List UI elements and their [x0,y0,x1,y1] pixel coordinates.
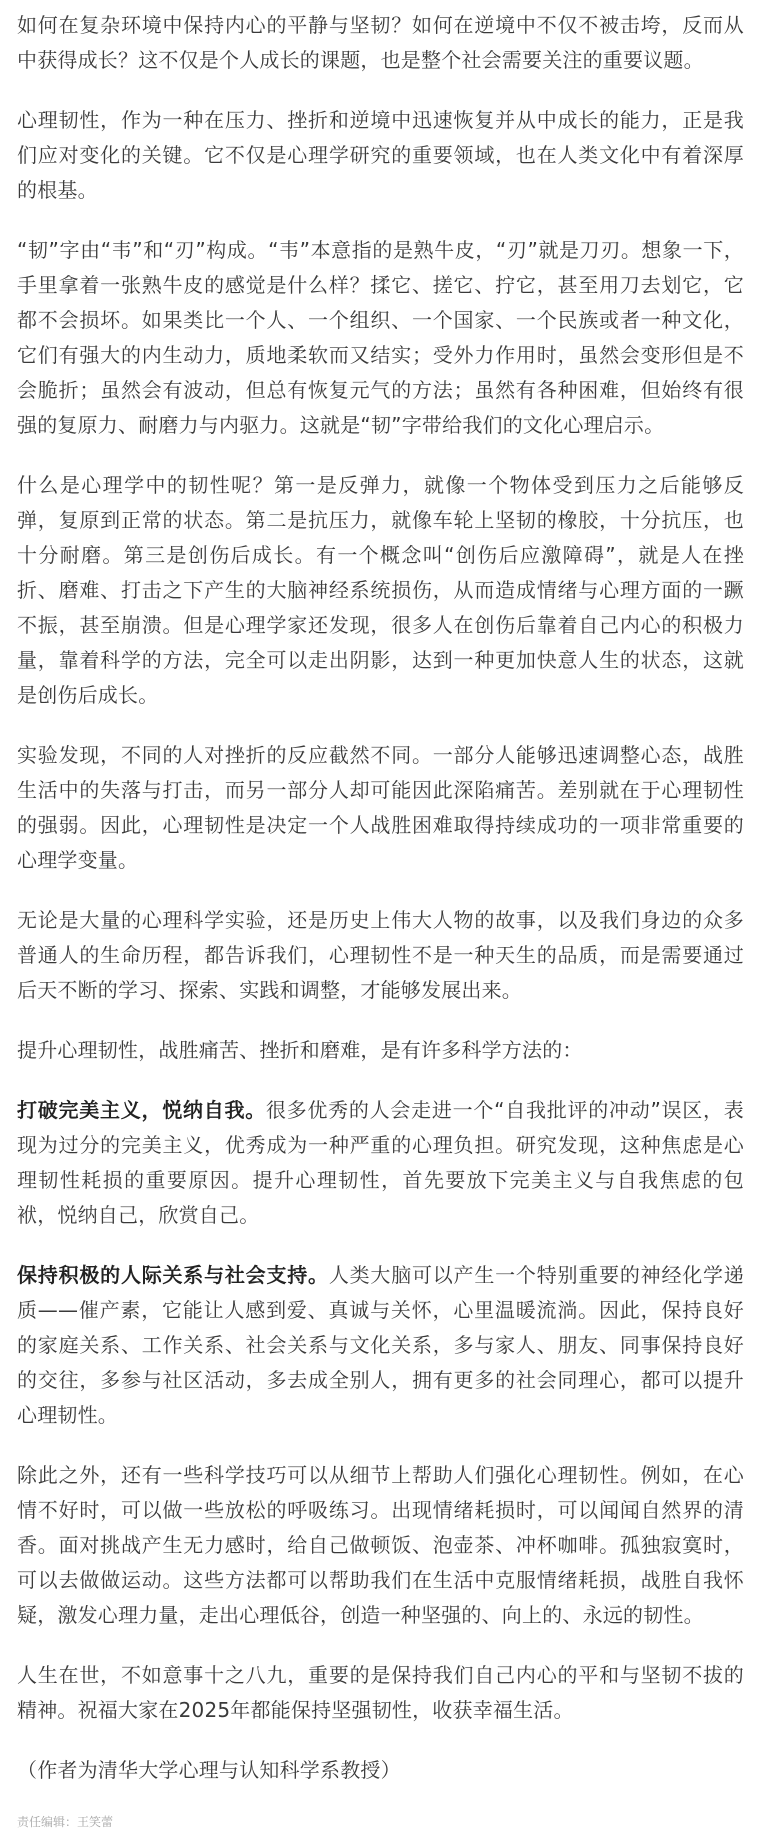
article-paragraph: 心理韧性，作为一种在压力、挫折和逆境中迅速恢复并从中成长的能力，正是我们应对变化的关键。它不仅是心理学研究的重要领域，也在人类文化中有着深厚的根基。 [17,108,744,202]
article-paragraph: 无论是大量的心理科学实验，还是历史上伟大人物的故事，以及我们身边的众多普通人的生命历程，都告诉我们，心理韧性不是一种天生的品质，而是需要通过后天不断的学习、探索、实践和调整，才能够发展出来。 [17,908,744,1002]
article-paragraph [17,1258,744,1433]
paragraph-text: 很多优秀的人会走进一个“自我批评的冲动”误区，表现为过分的完美主义，优秀成为一种严重的心理负担。研究发现，这种焦虑是心理韧性耗损的重要原因。提升心理韧性，首先要放下完美主义与自我焦虑的包袱，悦纳自己，欣赏自己。 [17,1098,744,1227]
paragraph-lead-heading: 保持积极的人际关系与社会支持。 [17,1263,329,1287]
article-paragraph: 除此之外，还有一些科学技巧可以从细节上帮助人们强化心理韧性。例如，在心情不好时，可以做一些放松的呼吸练习。出现情绪耗损时，可以闻闻自然界的清香。面对挑战产生无力感时，给自己做顿饭、泡壶茶、冲杯咖啡。孤独寂寞时，可以去做做运动。这些方法都可以帮助我们在生活中克服情绪耗损，战胜自我怀疑，激发心理力量，走出心理低谷，创造一种坚强的、向上的、永远的韧性。 [17,1463,744,1627]
article-paragraph: 提升心理韧性，战胜痛苦、挫折和磨难，是有许多科学方法的： [17,1038,583,1062]
article-body [17,8,744,1831]
article-paragraph: 实验发现，不同的人对挫折的反应截然不同。一部分人能够迅速调整心态，战胜生活中的失落与打击，而另一部分人却可能因此深陷痛苦。差别就在于心理韧性的强弱。因此，心理韧性是决定一个人战胜困难取得持续成功的一项非常重要的心理学变量。 [17,743,744,872]
responsible-editor: 责任编辑：王笑蕾 [17,1815,114,1829]
paragraph-text: 人类大脑可以产生一个特别重要的神经化学递质——催产素，它能让人感到爱、真诚与关怀，心里温暖流淌。因此，保持良好的家庭关系、工作关系、社会关系与文化关系，多与家人、朋友、同事保持良好的交往，多参与社区活动，多去成全别人，拥有更多的社会同理心，都可以提升心理韧性。 [17,1263,745,1427]
author-note: （作者为清华大学心理与认知科学系教授） [17,1758,401,1782]
article-paragraph: “韧”字由“韦”和“刃”构成。“韦”本意指的是熟牛皮，“刃”就是刀刃。想象一下，手里拿着一张熟牛皮的感觉是什么样？揉它、搓它、拧它，甚至用刀去划它，它都不会损坏。如果类比一个人、一个组织、一个国家、一个民族或者一种文化，它们有强大的内生动力，质地柔软而又结实；受外力作用时，虽然会变形但是不会脆折；虽然会有波动，但总有恢复元气的方法；虽然有各种困难，但始终有很强的复原力、耐磨力与内驱力。这就是“韧”字带给我们的文化心理启示。 [17,238,744,437]
article-paragraph: 什么是心理学中的韧性呢？第一是反弹力，就像一个物体受到压力之后能够反弹，复原到正常的状态。第二是抗压力，就像车轮上坚韧的橡胶，十分抗压，也十分耐磨。第三是创伤后成长。有一个概念叫“创伤后应激障碍”，就是人在挫折、磨难、打击之下产生的大脑神经系统损伤，从而造成情绪与心理方面的一蹶不振，甚至崩溃。但是心理学家还发现，很多人在创伤后靠着自己内心的积极力量，靠着科学的方法，完全可以走出阴影，达到一种更加快意人生的状态，这就是创伤后成长。 [17,473,744,707]
article-paragraph: 如何在复杂环境中保持内心的平静与坚韧？如何在逆境中不仅不被击垮，反而从中获得成长？这不仅是个人成长的课题，也是整个社会需要关注的重要议题。 [17,13,744,72]
paragraph-lead-heading: 打破完美主义，悦纳自我。 [17,1098,266,1122]
article-paragraph: 人生在世，不如意事十之八九，重要的是保持我们自己内心的平和与坚韧不拔的精神。祝福大家在2025年都能保持坚强韧性，收获幸福生活。 [17,1663,744,1722]
article-paragraph [17,1093,744,1233]
